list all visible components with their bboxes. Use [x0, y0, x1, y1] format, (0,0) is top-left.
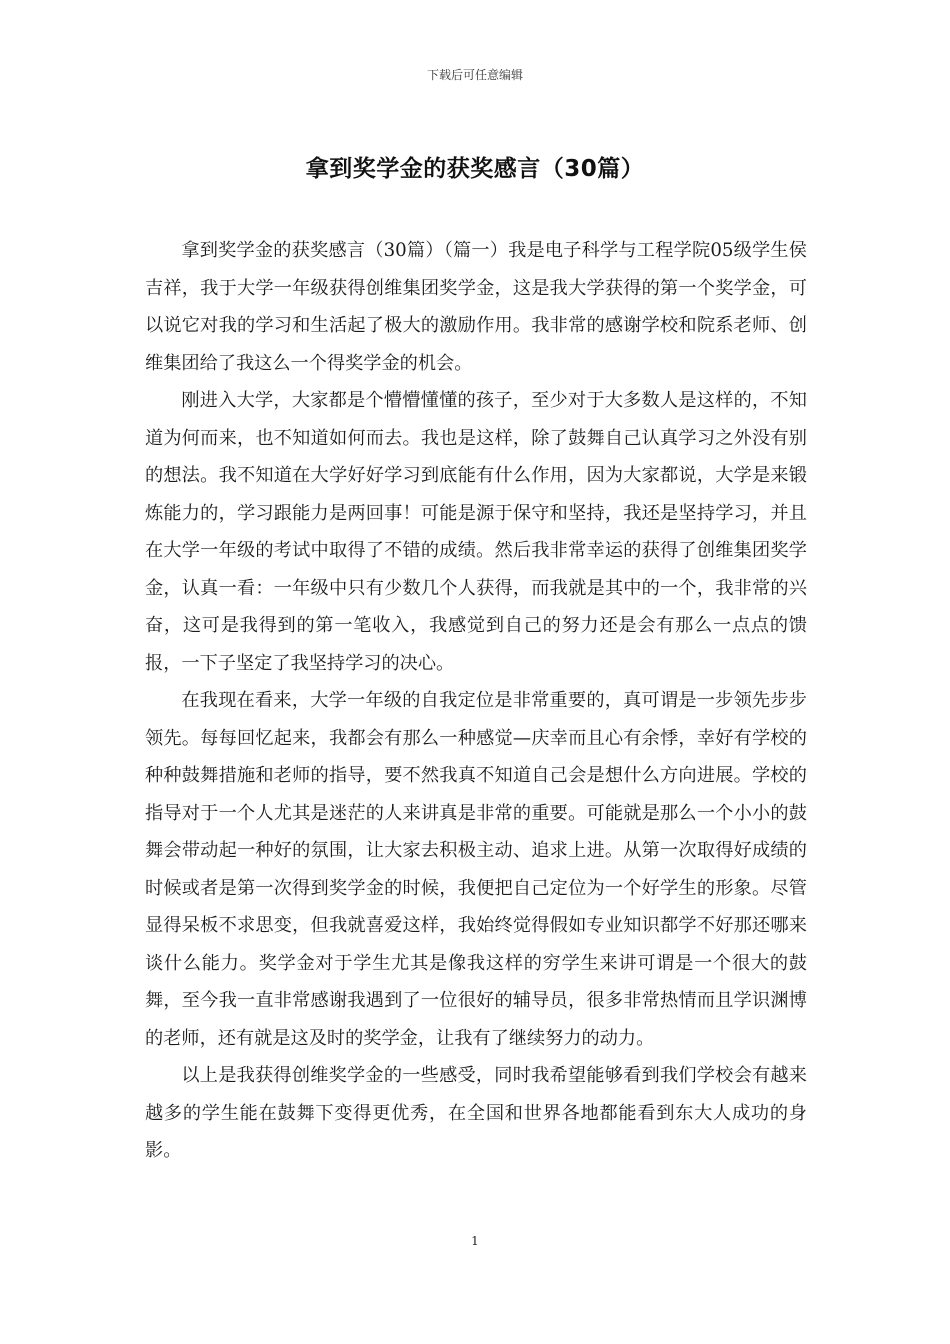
document-title: 拿到奖学金的获奖感言（30篇） — [305, 156, 645, 182]
paragraph-1: 拿到奖学金的获奖感言（30篇）（篇一）我是电子科学与工程学院05级学生侯吉祥，我于大学一年级获得创维集团奖学金，这是我大学获得的第一个奖学金，可以说它对我的学习和生活起了极大的激励作用。我非常的感谢学校和院系老师、创维集团给了我这么一个得奖学金的机会。 — [145, 240, 807, 374]
document-body — [145, 232, 807, 1170]
paragraph-2: 刚进入大学，大家都是个懵懵懂懂的孩子，至少对于大多数人是这样的，不知道为何而来，也不知道如何而去。我也是这样，除了鼓舞自己认真学习之外没有别的想法。我不知道在大学好好学习到底能有什么作用，因为大家都说，大学是来锻炼能力的，学习跟能力是两回事！可能是源于保守和坚持，我还是坚持学习，并且在大学一年级的考试中取得了不错的成绩。然后我非常幸运的获得了创维集团奖学金，认真一看：一年级中只有少数几个人获得，而我就是其中的一个，我非常的兴奋，这可是我得到的第一笔收入，我感觉到自己的努力还是会有那么一点点的馈报，一下子坚定了我坚持学习的决心。 — [145, 390, 807, 674]
paragraph-4: 以上是我获得创维奖学金的一些感受，同时我希望能够看到我们学校会有越来越多的学生能在鼓舞下变得更优秀，在全国和世界各地都能看到东大人成功的身影。 — [145, 1065, 807, 1161]
page-number: 1 — [471, 1234, 479, 1248]
header-note: 下载后可任意编辑 — [426, 68, 523, 82]
paragraph-3: 在我现在看来，大学一年级的自我定位是非常重要的，真可谓是一步领先步步领先。每每回忆起来，我都会有那么一种感觉—庆幸而且心有余悸，幸好有学校的种种鼓舞措施和老师的指导，要不然我真不知道自己会是想什么方向进展。学校的指导对于一个人尤其是迷茫的人来讲真是非常的重要。可能就是那么一个小小的鼓舞会带动起一种好的氛围，让大家去积极主动、追求上进。从第一次取得好成绩的时候或者是第一次得到奖学金的时候，我便把自己定位为一个好学生的形象。尽管显得呆板不求思变，但我就喜爱这样，我始终觉得假如专业知识都学不好那还哪来谈什么能力。奖学金对于学生尤其是像我这样的穷学生来讲可谓是一个很大的鼓舞，至今我一直非常感谢我遇到了一位很好的辅导员，很多非常热情而且学识渊博的老师，还有就是这及时的奖学金，让我有了继续努力的动力。 — [145, 690, 807, 1049]
